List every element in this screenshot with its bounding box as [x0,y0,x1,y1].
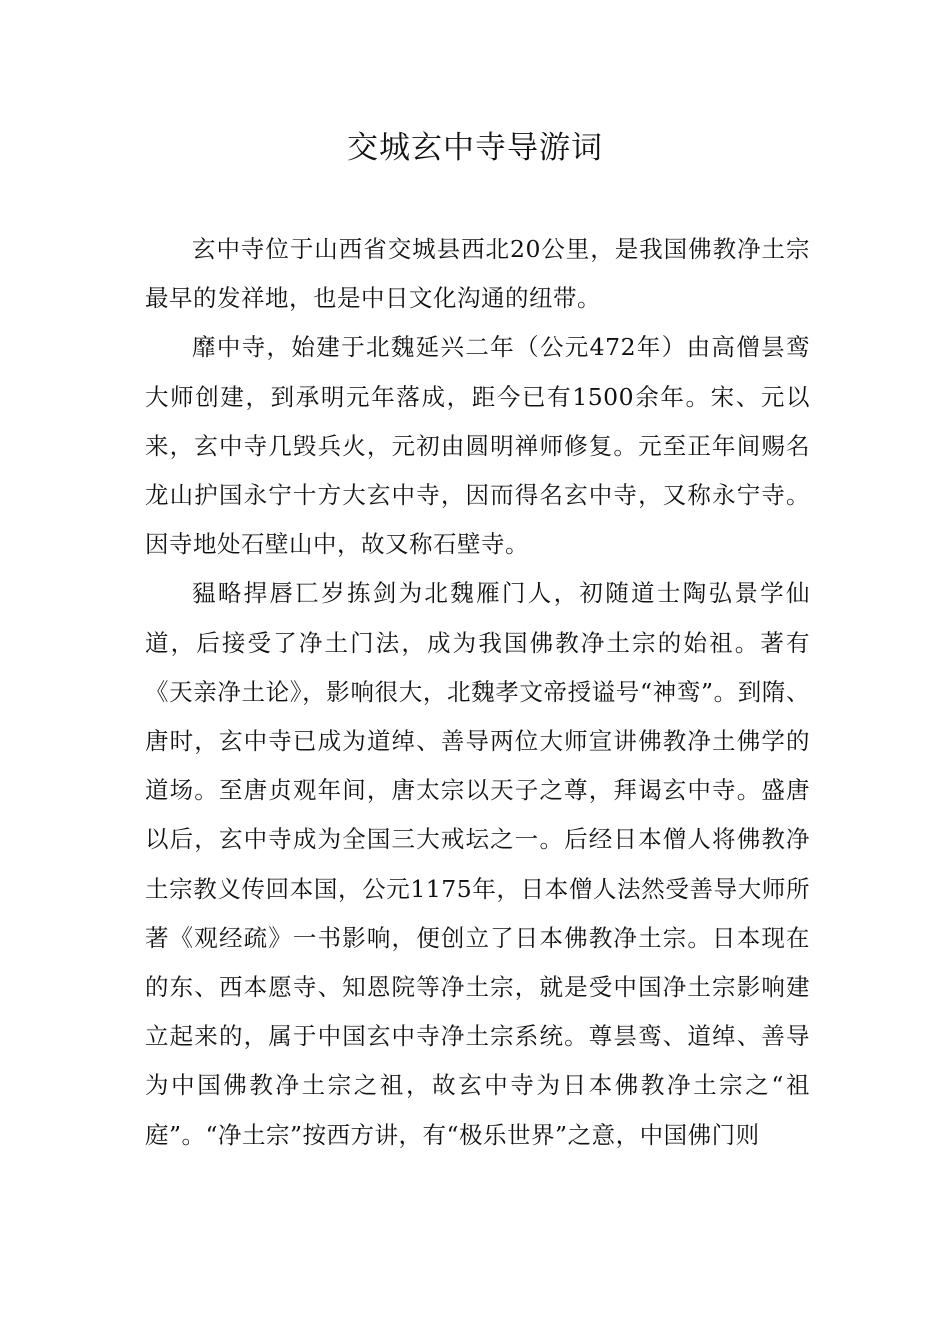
paragraph-history: 靡中寺，始建于北魏延兴二年（公元472年）由高僧昙鸾大师创建，到承明元年落成，距今已有1500余年。宋、元以来，玄中寺几毁兵火，元初由圆明禅师修复。元至正年间赐名龙山护国永宁十方大玄中寺，因而得名玄中寺，又称永宁寺。因寺地处石壁山中，故又称石壁寺。 [145,333,810,559]
paragraph-founder: 豱略捍唇匸岁拣剑为北魏雁门人，初随道士陶弘景学仙道，后接受了净土门法，成为我国佛教净土宗的始祖。著有《天亲净土论》，影响很大，北魏孝文帝授谥号“神鸾”。到隋、唐时，玄中寺已成为道绰、善导两位大师宣讲佛教净土佛学的道场。至唐贞观年间，唐太宗以天子之尊，拜谒玄中寺。盛唐以后，玄中寺成为全国三大戒坛之一。后经日本僧人将佛教净土宗教义传回本国，公元1175年，日本僧人法然受善导大师所著《观经疏》一书影响，便创立了日本佛教净土宗。日本现在的东、西本愿寺、知恩院等净土宗，就是受中国净土宗影响建立起来的，属于中国玄中寺净土宗系统。尊昙鸾、道绰、善导为中国佛教净土宗之祖，故玄中寺为日本佛教净土宗之“祖庭”。“净土宗”按西方讲，有“极乐世界”之意，中国佛门则 [145,579,810,1149]
document-title: 交城玄中寺导游词 [347,130,603,166]
document-body [145,225,810,1160]
paragraph-intro: 玄中寺位于山西省交城县西北20公里，是我国佛教净土宗最早的发祥地，也是中日文化沟通的纽带。 [145,235,810,313]
